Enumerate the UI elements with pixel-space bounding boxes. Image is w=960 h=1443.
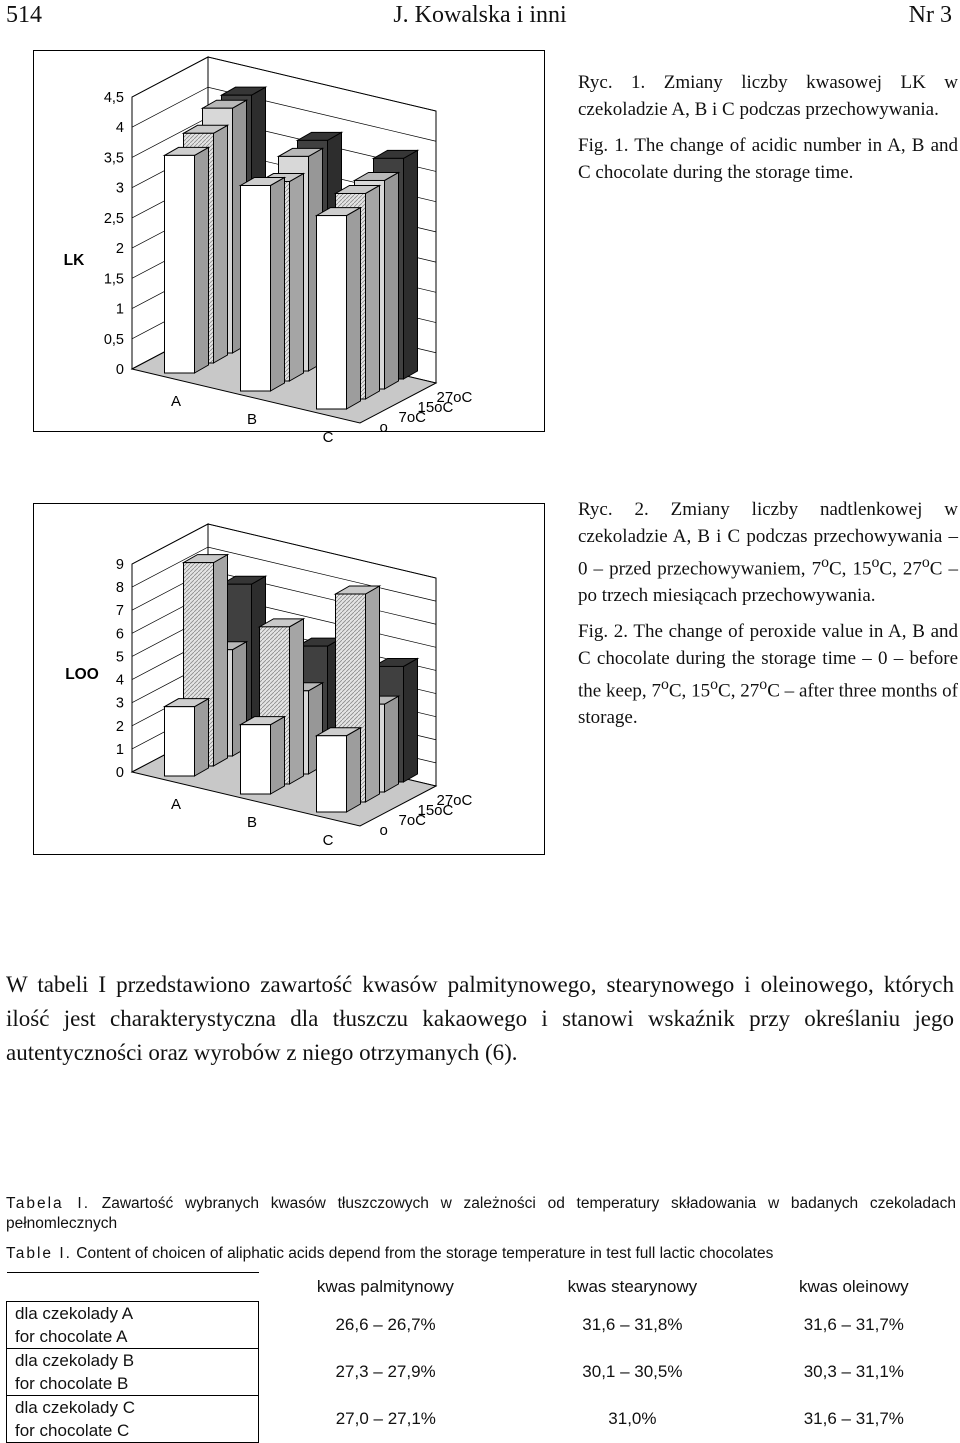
row-label: dla czekolady B for chocolate B — [7, 1349, 259, 1396]
figure-1-caption-en: Fig. 1. The change of acidic number in A, B and C chocolate during the storage time. — [578, 135, 958, 183]
table-row — [7, 1349, 956, 1396]
x-category-label: B — [246, 814, 258, 831]
table-column-header: kwas stearynowy — [567, 1277, 698, 1296]
table-cell: 31,6 – 31,8% — [582, 1315, 683, 1334]
bar-side — [195, 147, 209, 373]
table-caption-en-text: Content of choicen of aliphatic acids depend from the storage temperature in test full lactic chocolates — [76, 1245, 774, 1262]
x-category-label: C — [322, 429, 334, 446]
figure-1-chart — [33, 50, 545, 446]
bar-side — [404, 658, 418, 782]
y-tick-label: 1,5 — [103, 271, 124, 288]
bar-side — [404, 150, 418, 379]
bar-side — [366, 586, 380, 802]
figure-1-svg — [34, 51, 544, 446]
y-tick-label: 5 — [115, 649, 124, 666]
table-column-header: kwas palmitynowy — [316, 1277, 454, 1296]
figure-2-caption-pl: Ryc. 2. Zmiany liczby nadtlenkowej w czekoladzie A, B i C podczas przechowywania – 0 – przed przechowywaniem, 7$^o$C, 15$^o$C, 27$^o$C – po trzech miesiącach przechowywania. — [578, 499, 958, 606]
table-column-header: kwas oleinowy — [799, 1277, 909, 1296]
y-tick-label: 0 — [115, 765, 124, 781]
bar — [165, 147, 209, 373]
table-caption-en-label: Table I. — [6, 1245, 72, 1262]
page-number: 514 — [6, 2, 42, 28]
depth-series-label: 27oC — [436, 389, 473, 406]
bar-side — [385, 696, 399, 792]
bar-side — [347, 208, 361, 409]
bar-side — [271, 717, 285, 794]
figure-2-svg — [34, 504, 544, 854]
table-cell: 30,3 – 31,1% — [803, 1362, 904, 1381]
bar — [241, 717, 285, 794]
bar-front — [165, 155, 195, 373]
bar-side — [385, 172, 399, 389]
figure-2-caption — [578, 497, 958, 742]
y-tick-label: 4 — [115, 120, 124, 137]
row-label: dla czekolady A for chocolate A — [7, 1302, 259, 1349]
bar-side — [214, 555, 228, 766]
bar — [317, 728, 361, 812]
y-tick-label: 2 — [115, 241, 124, 258]
table-cell: 31,6 – 31,7% — [803, 1409, 904, 1428]
bar-front — [165, 707, 195, 776]
x-category-label: B — [246, 411, 258, 428]
depth-series-label: 27oC — [436, 792, 473, 809]
header-authors: J. Kowalska i inni — [393, 2, 567, 28]
y-axis-label: LOO — [65, 666, 99, 683]
y-tick-label: 9 — [115, 557, 124, 573]
table-cell: 27,3 – 27,9% — [335, 1362, 436, 1381]
bar-side — [290, 174, 304, 381]
bar-side — [195, 699, 209, 776]
x-category-label: A — [170, 796, 182, 813]
table-caption-pl-label: Tabela I. — [6, 1195, 91, 1212]
bar-front — [241, 725, 271, 794]
body-paragraph: W tabeli I przedstawiono zawartość kwasów palmitynowego, stearynowego i oleinowego, których ilość jest charakterystyczna dla tłuszczu kakaowego i stanowi wskaźnik przy określaniu jego autentyczności oraz wyrobów z niego otrzymanych (6). — [6, 972, 954, 1065]
depth-series-label: o — [379, 822, 388, 839]
y-tick-label: 3 — [115, 180, 124, 197]
x-category-label: C — [322, 832, 334, 849]
y-tick-label: 4 — [115, 672, 124, 689]
y-tick-label: 3 — [115, 695, 124, 712]
depth-series-label: 15oC — [417, 399, 454, 416]
row-label: dla czekolady C for chocolate C — [7, 1396, 259, 1443]
table-row — [7, 1396, 956, 1443]
table-row — [7, 1302, 956, 1349]
table-caption-en — [6, 1244, 956, 1264]
y-tick-label: 8 — [115, 580, 124, 597]
depth-series-label: o — [379, 419, 388, 436]
header-issue: Nr 3 — [908, 2, 952, 28]
figure-2-chart — [33, 503, 545, 855]
depth-series-label: 7oC — [398, 812, 427, 829]
y-axis-label: LK — [63, 252, 85, 269]
y-tick-label: 7 — [115, 603, 124, 620]
table-cell: 26,6 – 26,7% — [335, 1315, 436, 1334]
figure-2-caption-en: Fig. 2. The change of peroxide value in A, B and C chocolate during the storage time – 0 – before the keep, 7$^o$C, 15$^o$C, 27$^o$C – after three months of storage. — [578, 621, 958, 729]
y-tick-label: 2,5 — [103, 210, 124, 227]
y-tick-label: 3,5 — [103, 150, 124, 167]
depth-series-label: 7oC — [398, 409, 427, 426]
bar-side — [366, 185, 380, 399]
bar — [241, 177, 285, 391]
y-tick-label: 6 — [115, 626, 124, 643]
bar-front — [241, 185, 271, 391]
table-caption-pl — [6, 1194, 956, 1234]
table-cell: 31,0% — [608, 1409, 657, 1428]
bar-side — [214, 125, 228, 363]
bar-front — [317, 736, 347, 812]
fatty-acids-table — [6, 1272, 956, 1443]
y-tick-label: 0,5 — [103, 331, 124, 348]
y-tick-label: 4,5 — [103, 90, 124, 106]
bar-side — [347, 728, 361, 812]
x-category-label: A — [170, 393, 182, 410]
table-cell: 31,6 – 31,7% — [803, 1315, 904, 1334]
depth-series-label: 15oC — [417, 802, 454, 819]
table-cell: 27,0 – 27,1% — [335, 1409, 436, 1428]
bar-side — [271, 177, 285, 391]
table-header-row — [7, 1273, 956, 1302]
table-caption-pl-text: Zawartość wybranych kwasów tłuszczowych w zależności od temperatury składowania w badanych czekoladach pełnomlecznych — [6, 1195, 956, 1232]
y-tick-label: 1 — [115, 741, 124, 758]
y-tick-label: 1 — [115, 301, 124, 318]
figure-1-caption-pl: Ryc. 1. Zmiany liczby kwasowej LK w czekoladzie A, B i C podczas przechowywania. — [578, 72, 958, 120]
running-header — [0, 0, 960, 32]
y-tick-label: 2 — [115, 718, 124, 735]
bar — [165, 699, 209, 776]
table-corner-cell — [7, 1273, 259, 1302]
y-tick-label: 0 — [115, 362, 124, 378]
bar — [317, 208, 361, 409]
figure-1-caption — [578, 70, 958, 196]
bar-front — [317, 216, 347, 409]
table-cell: 30,1 – 30,5% — [582, 1362, 683, 1381]
bar-side — [290, 619, 304, 784]
